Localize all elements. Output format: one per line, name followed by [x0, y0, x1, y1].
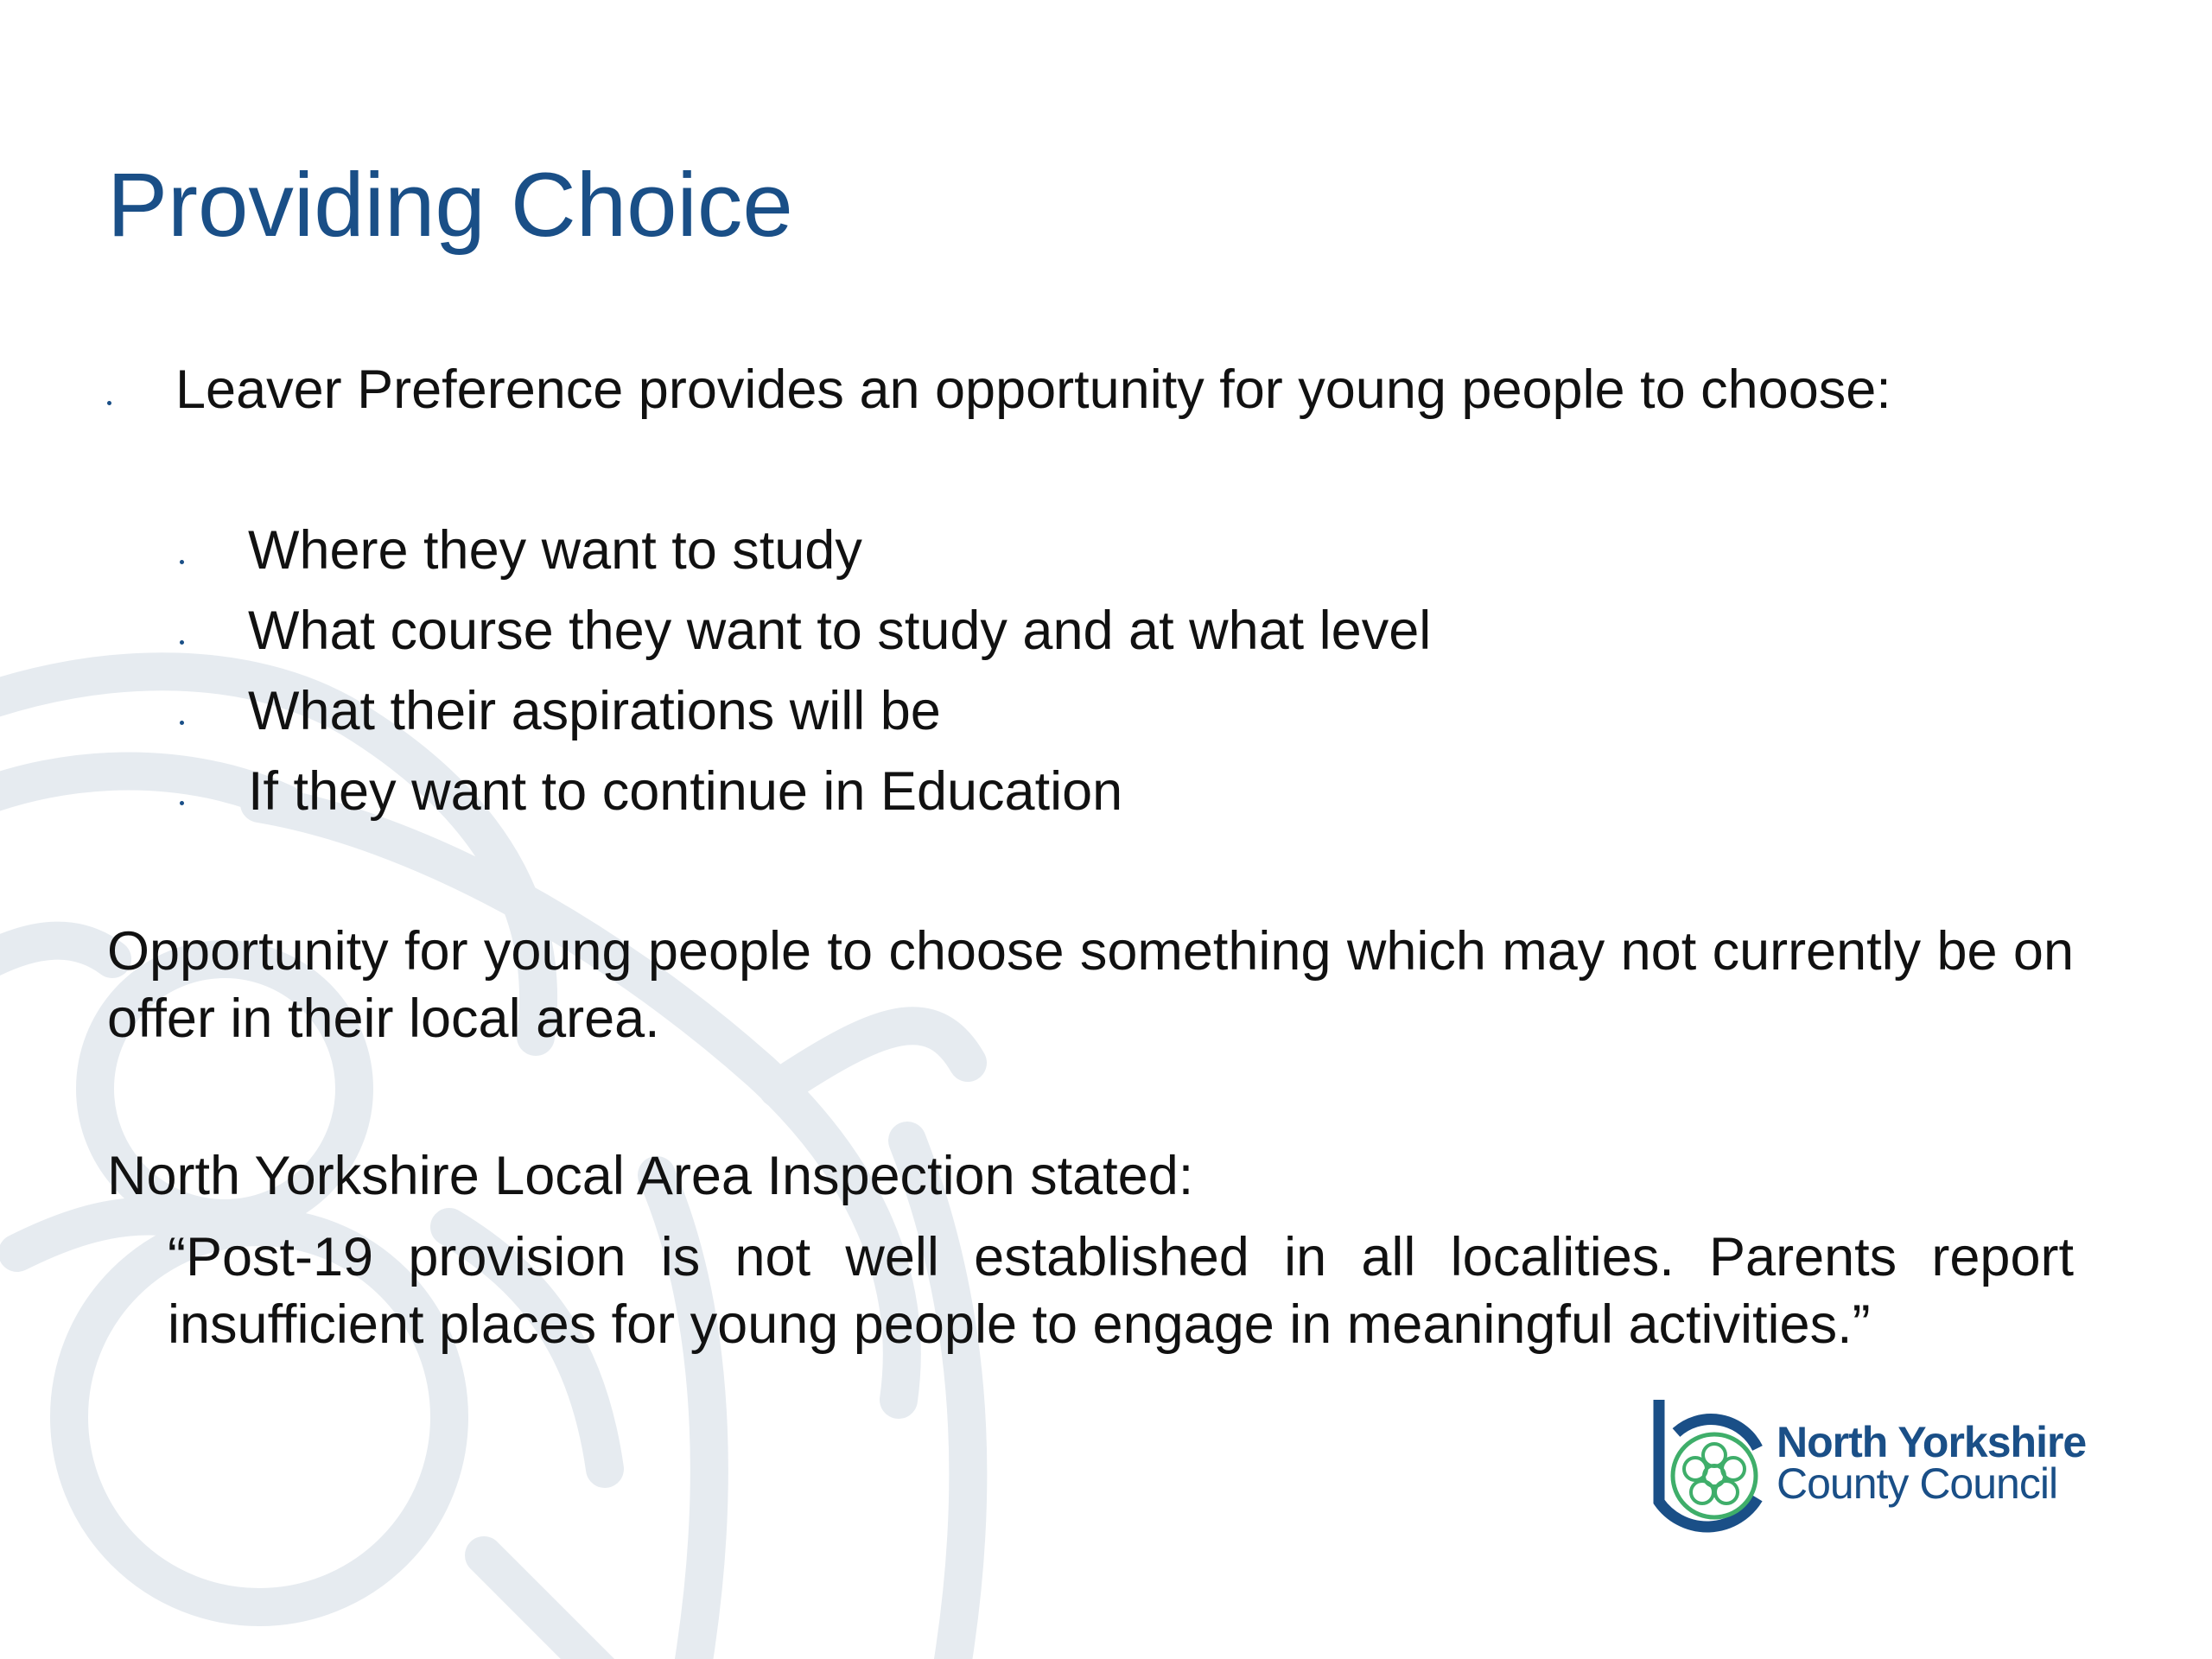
- bullet-icon: [180, 801, 184, 805]
- logo-text-line2: County Council: [1777, 1459, 2058, 1508]
- logo-text-line1: North Yorkshire: [1777, 1418, 2087, 1466]
- bullet-icon: [180, 560, 184, 564]
- bullet-icon: [107, 401, 111, 405]
- intro-bullet-text: Leaver Preference provides an opportunity for young people to choose:: [175, 359, 1891, 420]
- list-item-text: Where they want to study: [248, 520, 862, 581]
- opportunity-paragraph: Opportunity for young people to choose something which may not currently be on offer in their local area.: [107, 921, 2074, 1049]
- rose-emblem-icon: [1642, 1396, 1771, 1535]
- council-logo: [1642, 1396, 2108, 1535]
- list-item-text: What course they want to study and at what level: [248, 601, 1432, 661]
- list-item-text: If they want to continue in Education: [248, 761, 1123, 822]
- bullet-icon: [180, 721, 184, 725]
- slide-title: Providing Choice: [107, 155, 793, 256]
- inspection-heading: North Yorkshire Local Area Inspection stated:: [107, 1146, 1194, 1206]
- list-item-text: What their aspirations will be: [248, 681, 941, 741]
- bullet-icon: [180, 640, 184, 645]
- inspection-quote: “Post-19 provision is not well established in all localities. Parents report insufficient places for young people to engage in meaningful activities.”: [168, 1227, 2074, 1355]
